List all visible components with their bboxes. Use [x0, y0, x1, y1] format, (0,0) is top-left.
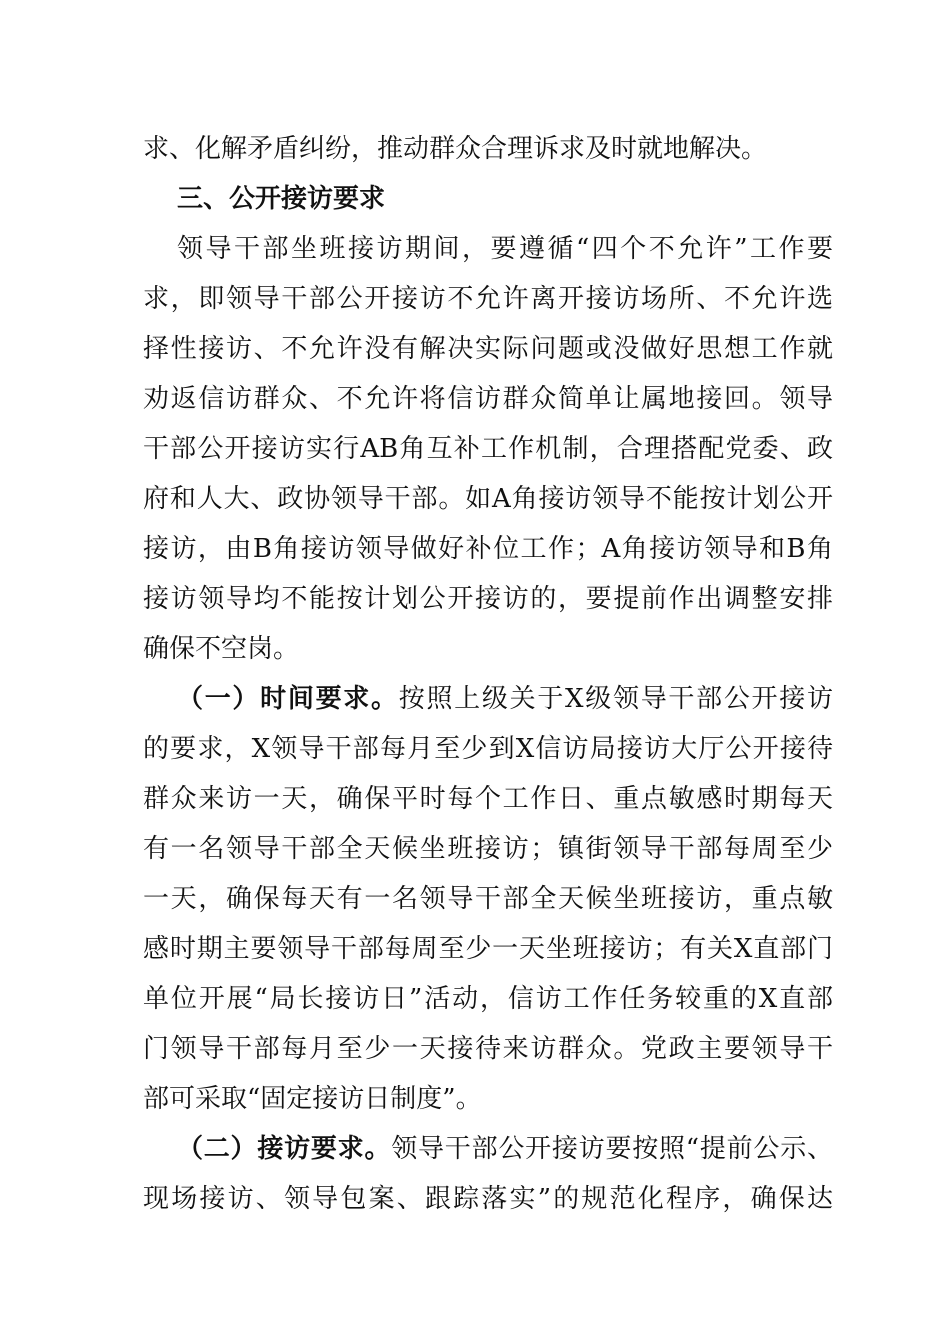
- paragraph-line: 一天，确保每天有一名领导干部全天候坐班接访，重点敏: [143, 884, 833, 914]
- paragraph-line: 接访领导均不能按计划公开接访的，要提前作出调整安排: [143, 584, 833, 614]
- paragraph-line: 求，即领导干部公开接访不允许离开接访场所、不允许选: [143, 284, 833, 314]
- paragraph-line: 的要求，X领导干部每月至少到X信访局接访大厅公开接待: [143, 734, 833, 764]
- document-body: [143, 124, 833, 1224]
- subsection-title: （二）接访要求。: [177, 1134, 392, 1164]
- paragraph-line: 择性接访、不允许没有解决实际问题或没做好思想工作就: [143, 334, 833, 364]
- paragraph-line: 府和人大、政协领导干部。如A角接访领导不能按计划公开: [143, 484, 833, 514]
- section-heading: 三、公开接访要求: [177, 184, 386, 214]
- paragraph-line: 确保不空岗。: [143, 634, 300, 664]
- paragraph-line: 接访，由B角接访领导做好补位工作；A角接访领导和B角: [143, 534, 833, 564]
- paragraph-line: [143, 1124, 833, 1174]
- paragraph-line: 有一名领导干部全天候坐班接访；镇街领导干部每周至少: [143, 834, 833, 864]
- paragraph-line: 感时期主要领导干部每周至少一天坐班接访；有关X直部门: [143, 934, 833, 964]
- paragraph-line: [143, 674, 833, 724]
- paragraph-line: 单位开展“局长接访日”活动，信访工作任务较重的X直部: [143, 984, 833, 1014]
- paragraph-line: 领导干部坐班接访期间，要遵循“四个不允许”工作要: [177, 234, 833, 264]
- paragraph-line: 劝返信访群众、不允许将信访群众简单让属地接回。领导: [143, 384, 833, 414]
- subsection-title: （一）时间要求。: [177, 684, 399, 714]
- paragraph-line: 求、化解矛盾纠纷，推动群众合理诉求及时就地解决。: [143, 134, 768, 164]
- paragraph-line: 干部公开接访实行AB角互补工作机制，合理搭配党委、政: [143, 434, 833, 464]
- subsection-text: 领导干部公开接访要按照“提前公示、: [391, 1134, 833, 1164]
- paragraph-line: 门领导干部每月至少一天接待来访群众。党政主要领导干: [143, 1034, 833, 1064]
- paragraph-line: 现场接访、领导包案、跟踪落实”的规范化程序，确保达: [143, 1184, 833, 1214]
- paragraph-line: 部可采取“固定接访日制度”。: [143, 1084, 482, 1114]
- paragraph-line: 群众来访一天，确保平时每个工作日、重点敏感时期每天: [143, 784, 833, 814]
- subsection-text: 按照上级关于X级领导干部公开接访: [398, 684, 833, 714]
